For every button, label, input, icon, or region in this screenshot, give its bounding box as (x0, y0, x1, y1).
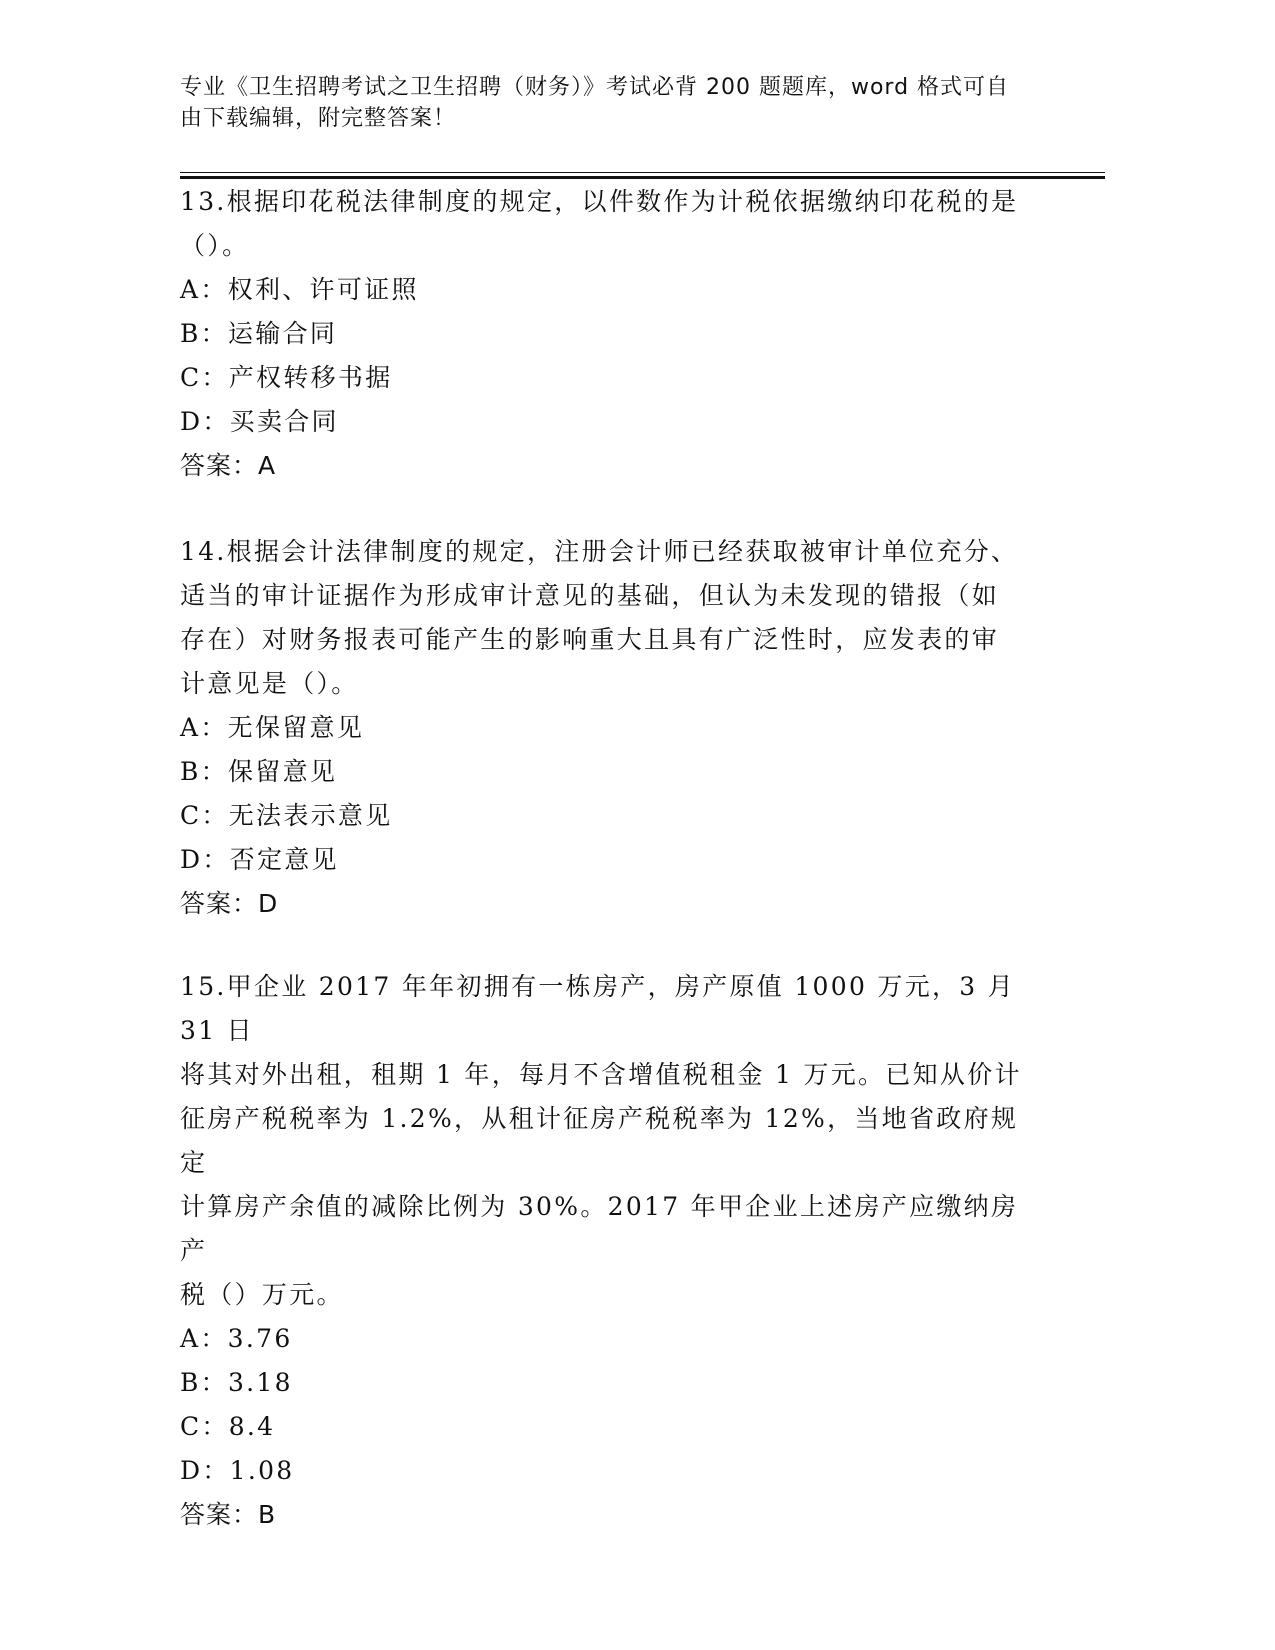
question-text-line: 13.根据印花税法律制度的规定，以件数作为计税依据缴纳印花税的是 (180, 187, 1019, 216)
option-d: D：1.08 (180, 1456, 295, 1485)
answer-line: 答案：A (180, 451, 277, 480)
answer-line: 答案：D (180, 889, 279, 918)
header-divider-thick (180, 176, 1105, 179)
header-divider-thin (180, 172, 1105, 173)
question-text-line: 征房产税税率为 1.2%，从租计征房产税税率为 12%，当地省政府规定 (180, 1104, 1019, 1177)
question-text-line: 适当的审计证据作为形成审计意见的基础，但认为未发现的错报（如 (180, 581, 1000, 610)
option-c: C：无法表示意见 (180, 801, 393, 830)
option-c: C：产权转移书据 (180, 363, 393, 392)
option-b: B：保留意见 (180, 757, 338, 786)
option-a: A：无保留意见 (180, 713, 365, 742)
option-d: D：否定意见 (180, 845, 339, 874)
option-b: B：运输合同 (180, 319, 338, 348)
question-text-line: （）。 (180, 231, 250, 260)
question-text-line: 税（）万元。 (180, 1280, 344, 1309)
question-text-line: 14.根据会计法律制度的规定，注册会计师已经获取被审计单位充分、 (180, 537, 1019, 566)
option-a: A：权利、许可证照 (180, 275, 419, 304)
question-text-line: 15.甲企业 2017 年年初拥有一栋房产，房产原值 1000 万元，3 月 31 日 (180, 972, 1016, 1045)
question-text-line: 计意见是（）。 (180, 669, 359, 698)
option-d: D：买卖合同 (180, 407, 339, 436)
question-15 (180, 965, 1040, 1537)
header-line-2: 由下载编辑，附完整答案！ (180, 106, 457, 131)
question-text-line: 存在）对财务报表可能产生的影响重大且具有广泛性时，应发表的审 (180, 625, 1000, 654)
option-a: A：3.76 (180, 1324, 293, 1353)
question-14 (180, 530, 1040, 926)
question-13 (180, 180, 1040, 488)
option-b: B：3.18 (180, 1368, 293, 1397)
question-text-line: 计算房产余值的减除比例为 30%。2017 年甲企业上述房产应缴纳房产 (180, 1192, 1019, 1265)
answer-line: 答案：B (180, 1500, 277, 1529)
question-text-line: 将其对外出租，租期 1 年，每月不含增值税租金 1 万元。已知从价计 (180, 1060, 1022, 1089)
header-line-1: 专业《卫生招聘考试之卫生招聘（财务）》考试必背 200 题题库，word 格式可自 (180, 75, 1010, 100)
option-c: C：8.4 (180, 1412, 276, 1441)
document-header (180, 72, 1060, 134)
